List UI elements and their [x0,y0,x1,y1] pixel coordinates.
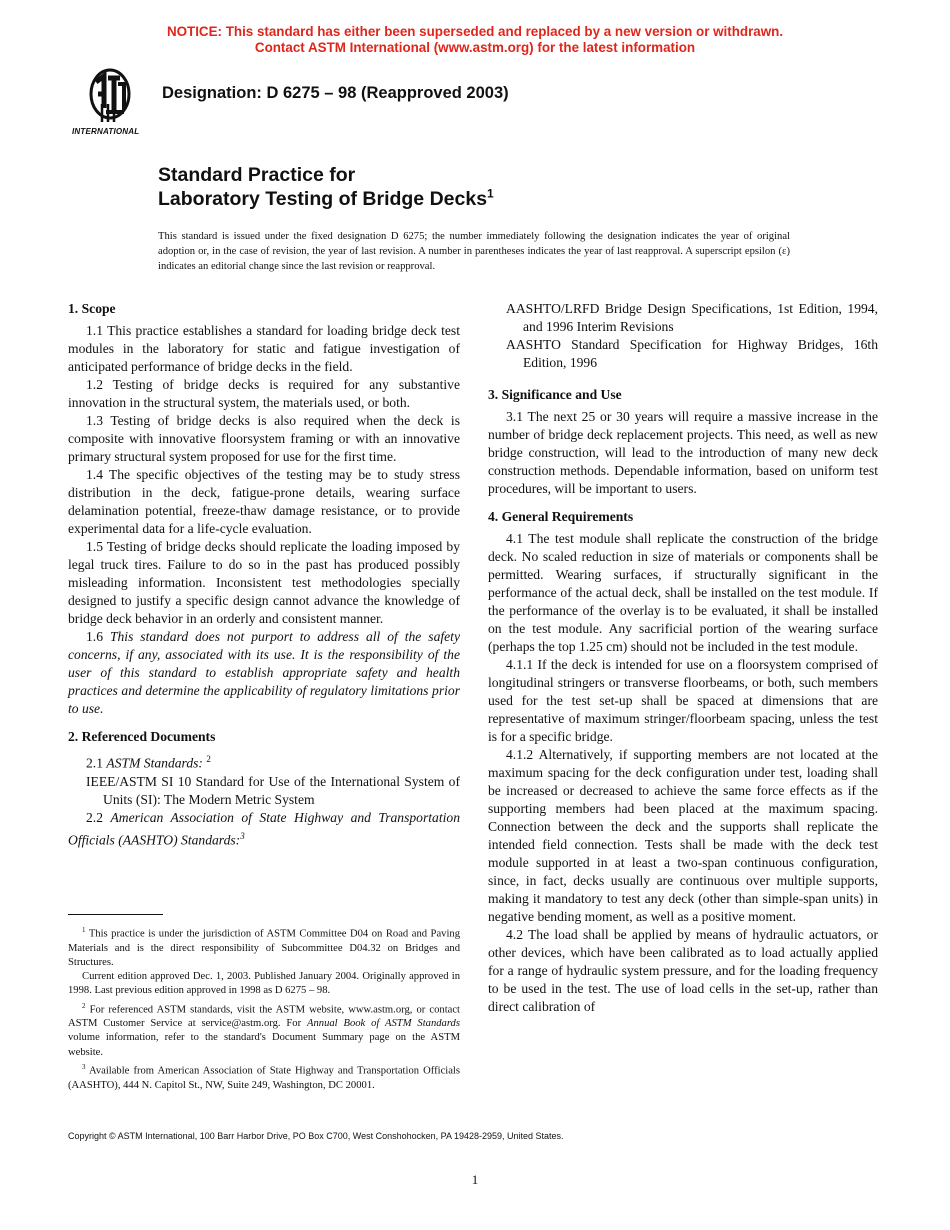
issuance-statement: This standard is issued under the fixed designation D 6275; the number immediately following the designation indicates the year of original adoption or, in the case of revision, the year of last revision. A number in parentheses indicates the year of last reapproval. A superscript epsilon (ε) indicates an editorial change since the last revision or reapproval. [158,231,790,272]
reference-aashto-standard: AASHTO Standard Specification for Highway Bridges, 16th Edition, 1996 [506,337,878,370]
paragraph-4-2: 4.2 The load shall be applied by means of hydraulic actuators, or other devices, which have been calibrated as to load actually applied for a range of hydraulic system pressure, and for the loading frequency to be used in the test. The use of load cells in the set-up, rather than direct calibration of [488,927,878,1014]
paragraph-1-4: 1.4 The specific objectives of the testing may be to study stress distribution in the deck, fatigue-prone details, wearing surface delamination potential, freeze-thaw damage resistance, or to provide experimental data for a life-cycle evaluation. [68,467,460,536]
paragraph-1-2: 1.2 Testing of bridge decks is required for any substantive innovation in the structural system, the materials used, or both. [68,377,460,410]
title-line-1: Standard Practice for [158,164,356,186]
notice-line-1: NOTICE: This standard has either been superseded and replaced by a new version or withdrawn. [166,24,784,39]
section-heading-significance: 3. Significance and Use [488,387,622,402]
reference-ieee-si10: IEEE/ASTM SI 10 Standard for Use of the International System of Units (SI): The Modern Metric System [86,773,460,807]
footnote-1-edition: Current edition approved Dec. 1, 2003. Published January 2004. Originally approved in 1998. Last previous edition approved in 1998 as D 6275 – 98. [68,971,460,997]
notice-line-2: Contact ASTM International (www.astm.org) for the latest information [254,40,696,55]
paragraph-2-1: 2.1 ASTM Standards: $^2$ [86,754,211,771]
designation: Designation: D 6275 – 98 (Reapproved 2003) [162,84,509,102]
title-line-2: Laboratory Testing of Bridge Decks$^1$ [158,186,494,210]
footnote-divider [68,914,163,915]
withdrawal-notice [0,24,950,56]
paragraph-1-6: 1.6 This standard does not purport to address all of the safety concerns, if any, associated with its use. It is the responsibility of the user of this standard to establish appropriate safety and health practices and determine the applicability of regulatory limitations prior to use. [68,629,460,716]
page-number: 1 [471,1172,479,1187]
section-heading-scope: 1. Scope [68,301,116,316]
section-heading-general-requirements: 4. General Requirements [488,509,634,524]
paragraph-4-1-1: 4.1.1 If the deck is intended for use on a floorsystem comprised of longitudinal stringers or transverse floorbeams, or both, such members used for the test set-up shall be spaced at dimensions that are representative of maximum stringer/floorbeam spacing, unless the test is for a specific bridge. [488,657,878,744]
footnote-1: $^1$ This practice is under the jurisdiction of ASTM Committee D04 on Road and Paving Materials and is the direct responsibility of Subcommittee D04.32 on Bridges and Structures. [68,926,460,968]
section-heading-referenced-documents: 2. Referenced Documents [68,729,216,744]
footnote-2: $^2$ For referenced ASTM standards, visit the ASTM website, www.astm.org, or contact ASTM Customer Service at service@astm.org. For Annual Book of ASTM Standards volume information, refer to the standard's Document Summary page on the ASTM website. [68,1001,460,1058]
astm-logo [68,64,152,140]
footnotes [68,923,460,1093]
paragraph-1-1: 1.1 This practice establishes a standard for loading bridge deck test modules in the laboratory for static and fatigue investigation of anticipated performance of bridge decks in the field. [68,323,460,374]
title-footnote-mark: 1 [487,186,494,201]
paragraph-3-1: 3.1 The next 25 or 30 years will require a massive increase in the number of bridge deck replacement projects. This need, as well as new bridge construction, will lead to the introduction of many new deck construction methods. Dependable information, based on uniform test procedures, will be important to users. [488,409,878,496]
paragraph-4-1: 4.1 The test module shall replicate the construction of the bridge deck. No scaled reduction in size of materials or components shall be permitted. Wearing surfaces, if structurally significant in the performance of the actual deck, shall be installed on the test module. If the performance of the overlay is to be evaluated, it shall be installed on the test module. Any sacrificial portion of the wearing surface (perhaps the top 1.25 cm) should not be included in the test module. [488,531,878,654]
paragraph-2-2: 2.2 American Association of State Highway and Transportation Officials (AASHTO) Standards:$^3$ [68,809,460,848]
reference-aashto-lrfd: AASHTO/LRFD Bridge Design Specifications, 1st Edition, 1994, and 1996 Interim Revisions [506,301,878,334]
copyright-notice: Copyright © ASTM International, 100 Barr Harbor Drive, PO Box C700, West Conshohocken, PA 19428-2959, United States. [68,1131,564,1141]
paragraph-4-1-2: 4.1.2 Alternatively, if supporting members are not located at the maximum spacing for the deck configuration under test, loading shall be increased or decreased to achieve the same force effects as if the supporting members had been placed at the maximum spacing. Connection between the deck and the supports shall replicate the intended field connection. Tests shall be made with the deck test module supported in at least a two-span continuous configuration, since, in fact, decks usually are continuous over multiple supports, making it mandatory to test any deck (other than simple-span units) in negative bending moment, as well as a positive moment. [488,747,878,924]
right-column [488,300,878,1016]
paragraph-1-3: 1.3 Testing of bridge decks is also required when the deck is composite with innovative floorsystem framing or with an innovative primary structural system proposed for use for the first time. [68,413,460,464]
document-title [158,163,494,211]
footnote-3: $^3$ Available from American Association of State Highway and Transportation Officials (AASHTO), 444 N. Capitol St., NW, Suite 249, Washington, DC 20001. [68,1062,460,1091]
paragraph-1-5: 1.5 Testing of bridge decks should replicate the loading imposed by legal truck tires. Failure to do so in the past has produced possibly misleading information. Inconsistent test methodologies specially designed to justify a specific design cannot advance the knowledge of bridge deck behavior in an orderly and consistent manner. [68,539,460,626]
logo-text: INTERNATIONAL [72,127,140,136]
left-column [68,300,460,849]
